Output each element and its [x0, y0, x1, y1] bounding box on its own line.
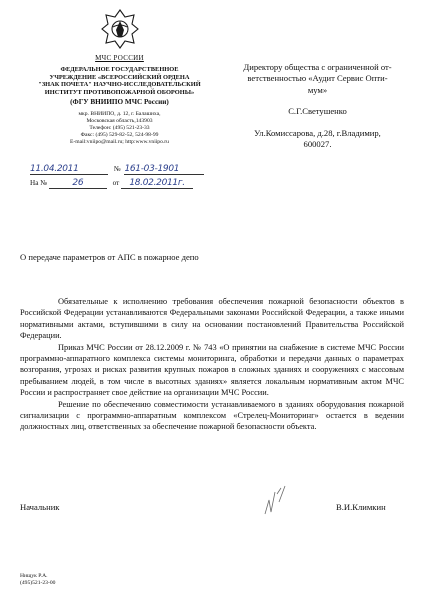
from-label: от — [112, 179, 120, 187]
signer-position: Начальник — [20, 502, 60, 512]
address-line: мкр. ВНИИПО, д. 12, г. Балашиха, — [78, 111, 161, 117]
registration-number: 161-03-1901 — [124, 164, 204, 175]
org-short-name: (ФГУ ВНИИПО МЧС России) — [70, 98, 169, 107]
executor-name: Нищук Р.А. — [20, 573, 48, 579]
letter-body — [20, 296, 404, 433]
body-paragraph: Приказ МЧС России от 28.12.2009 г. № 743 «О принятии на снабжение в системе МЧС России программно-аппаратного комплекса системы мониторинга, обработки и передачи данных о параметрах возгорания, угрозах и рисках развития крупных пожаров в сложных зданиях и сооружениях с массовым пребыванием людей, в том числе в высотных зданиях» является локальным нормативным актом МЧС России и распространяет свое действие на организации МЧС России. — [20, 342, 404, 398]
reference-date-value: 18.02.2011 — [129, 178, 178, 188]
organization-header — [22, 55, 217, 106]
number-label: № — [113, 165, 121, 173]
ref-label: На № — [30, 179, 48, 187]
reference-date — [121, 178, 193, 189]
addressee-block — [230, 62, 405, 150]
address-line: E-mail:vniipo@mail.ru; http:www.vniipo.ru — [70, 139, 169, 145]
registration-row — [30, 164, 204, 175]
registration-date: 11.04.2011 — [30, 164, 108, 175]
org-line: ИНСТИТУТ ПРОТИВОПОЖАРНОЙ ОБОРОНЫ» — [44, 88, 195, 96]
address-line: Московская область,143903 — [86, 118, 153, 124]
addressee-line: мум» — [307, 84, 328, 95]
handwritten-signature-icon — [255, 482, 315, 522]
org-line: УЧРЕЖДЕНИЕ «ВСЕРОССИЙСКИЙ ОРДЕНА — [49, 73, 190, 81]
executor-phone: (495)521-23-00 — [20, 580, 56, 586]
organization-address — [22, 111, 217, 146]
addressee-address: Ул.Комиссарова, д.28, г.Владимир, — [254, 127, 381, 138]
address-line: Телефон: (495) 521-23-33 — [89, 125, 150, 131]
reference-number: 26 — [49, 178, 107, 189]
reference-row — [30, 178, 193, 189]
signer-name: В.И.Климкин — [336, 502, 386, 512]
emchs-emblem-icon — [101, 8, 139, 50]
executor-info — [20, 573, 55, 587]
addressee-line: ветственностью «Аудит Сервис Опти- — [247, 73, 388, 84]
addressee-name: С.Г.Светушенко — [288, 106, 347, 117]
ministry-name: МЧС РОССИИ — [95, 54, 144, 62]
body-paragraph: Обязательные к исполнению требования обеспечения пожарной безопасности объектов в Российской Федерации устанавливаются Федеральными законами Российской Федерации, а также иными нормативными актами, вступившими в силу на основании постановлений Правительства Российской Федерации. — [20, 297, 404, 341]
org-line: ФЕДЕРАЛЬНОЕ ГОСУДАРСТВЕННОЕ — [60, 66, 179, 74]
body-paragraph: Решение по обеспечению совместимости устанавливаемого в зданиях оборудования пожарной сигнализации с программно-аппаратным комплексом «Стрелец-Мониторинг» остается в ведении должностных лиц, ответственных за обеспечение пожарной безопасности объекта. — [20, 399, 404, 432]
addressee-line: Директору общества с ограниченной от- — [243, 62, 392, 72]
letter-subject: О передаче параметров от АПС в пожарное депо — [20, 252, 199, 262]
addressee-address: 600027. — [303, 139, 332, 150]
reference-date-suffix: г. — [177, 178, 185, 188]
org-line: "ЗНАК ПОЧЕТА" НАУЧНО-ИССЛЕДОВАТЕЛЬСКИЙ — [38, 81, 201, 89]
address-line: Факс: (495) 529-82-52, 524-98-99 — [80, 132, 159, 138]
